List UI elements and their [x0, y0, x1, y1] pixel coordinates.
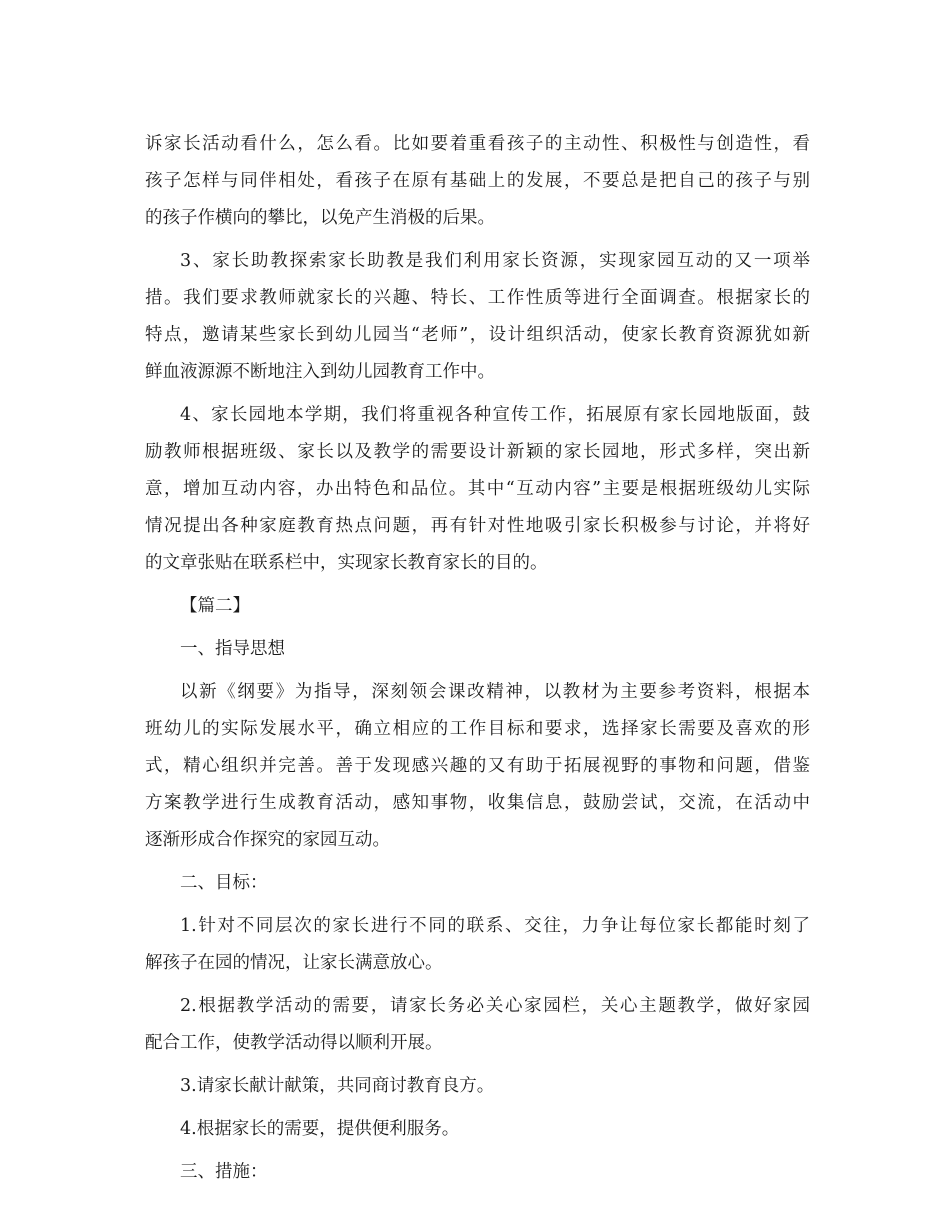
text-line: 2.根据教学活动的需要，请家长务必关心家园栏，关心主题教学，做好家园 [180, 996, 810, 1016]
section-heading [145, 588, 810, 625]
paragraph [145, 397, 810, 582]
text-line: 式，精心组织并完善。善于发现感兴趣的又有助于拓展视野的事物和问题，借鉴 [145, 756, 810, 776]
list-item [145, 1068, 810, 1105]
list-item [145, 1111, 810, 1148]
text-line: 4.根据家长的需要，提供便利服务。 [180, 1119, 460, 1139]
paragraph [145, 674, 810, 859]
subheading-text: 二、目标： [180, 873, 268, 893]
list-item [145, 988, 810, 1062]
text-line: 3、家长助教探索家长助教是我们利用家长资源，实现家园互动的又一项举 [180, 251, 810, 271]
text-line: 方案教学进行生成教育活动，感知事物，收集信息，鼓励尝试，交流，在活动中 [145, 793, 810, 813]
text-line: 孩子怎样与同伴相处，看孩子在原有基础上的发展，不要总是把自己的孩子与别 [145, 171, 810, 191]
text-line: 3.请家长献计献策，共同商讨教育良方。 [180, 1076, 495, 1096]
section-title: 【篇二】 [180, 596, 250, 616]
text-line: 4、家长园地本学期，我们将重视各种宣传工作，拓展原有家长园地版面，鼓 [180, 405, 810, 425]
paragraph [145, 126, 810, 237]
text-line: 励教师根据班级、家长以及教学的需要设计新颖的家长园地，形式多样，突出新 [145, 442, 810, 462]
text-line: 的孩子作横向的攀比，以免产生消极的后果。 [145, 208, 495, 228]
text-line: 逐渐形成合作探究的家园互动。 [145, 830, 390, 850]
subheading-text: 一、指导思想 [180, 639, 285, 659]
subheading-text: 三、措施： [180, 1162, 268, 1182]
text-line: 班幼儿的实际发展水平，确立相应的工作目标和要求，选择家长需要及喜欢的形 [145, 719, 810, 739]
text-line: 配合工作，使教学活动得以顺利开展。 [145, 1033, 443, 1053]
text-line: 鲜血液源源不断地注入到幼儿园教育工作中。 [145, 362, 495, 382]
subheading [145, 1154, 810, 1191]
text-line: 特点，邀请某些家长到幼儿园当“老师”，设计组织活动，使家长教育资源犹如新 [145, 325, 810, 345]
text-line: 1.针对不同层次的家长进行不同的联系、交往，力争让每位家长都能时刻了 [180, 916, 810, 936]
document-body [145, 126, 810, 1191]
text-line: 意，增加互动内容，办出特色和品位。其中“互动内容”主要是根据班级幼儿实际 [145, 479, 810, 499]
list-item [145, 908, 810, 982]
subheading [145, 631, 810, 668]
text-line: 情况提出各种家庭教育热点问题，再有针对性地吸引家长积极参与讨论，并将好 [145, 516, 810, 536]
paragraph [145, 243, 810, 391]
text-line: 的文章张贴在联系栏中，实现家长教育家长的目的。 [145, 553, 548, 573]
subheading [145, 865, 810, 902]
text-line: 诉家长活动看什么，怎么看。比如要着重看孩子的主动性、积极性与创造性，看 [145, 134, 810, 154]
text-line: 措。我们要求教师就家长的兴趣、特长、工作性质等进行全面调查。根据家长的 [145, 288, 810, 308]
text-line: 以新《纲要》为指导，深刻领会课改精神，以教材为主要参考资料，根据本 [180, 682, 810, 702]
text-line: 解孩子在园的情况，让家长满意放心。 [145, 953, 443, 973]
